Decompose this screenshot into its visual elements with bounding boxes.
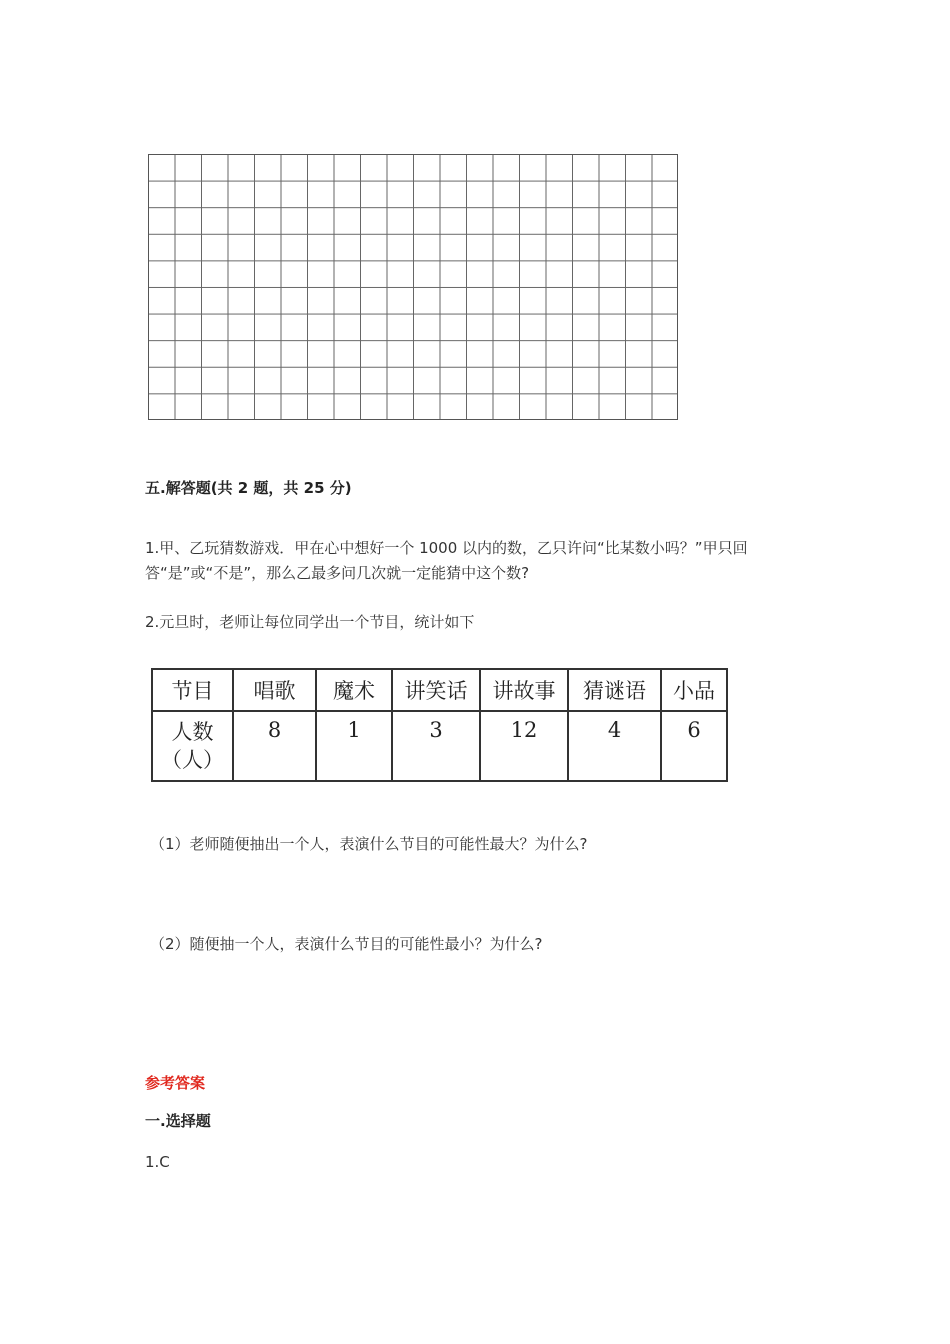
- answers-heading: 参考答案: [145, 1074, 206, 1092]
- table-row: [152, 711, 727, 781]
- section-heading-multiple-choice: 一.选择题: [145, 1112, 211, 1130]
- table-header-cell: 猜谜语: [568, 669, 661, 711]
- table-header-row: [152, 669, 727, 711]
- question-1: 1.甲、乙玩猜数游戏．甲在心中想好一个 1000 以内的数，乙只许问“比某数小吗？”甲只回答“是”或“不是”，那么乙最多问几次就一定能猜中这个数?: [145, 539, 748, 582]
- section-heading-answer-questions: 五.解答题(共 2 题，共 25 分): [145, 479, 352, 497]
- table-header-cell: 魔术: [316, 669, 392, 711]
- table-header-cell: 讲故事: [480, 669, 568, 711]
- row-label-line1: 人数: [171, 720, 214, 744]
- table-cell: 8: [233, 711, 316, 781]
- table-header-cell: 小品: [661, 669, 727, 711]
- table-cell: 12: [480, 711, 568, 781]
- square-grid: [148, 154, 678, 420]
- row-label-cell: [152, 711, 233, 781]
- table-header-cell: 讲笑话: [392, 669, 480, 711]
- table-cell: 4: [568, 711, 661, 781]
- answer-item: 1.C: [145, 1153, 170, 1171]
- table-header-cell: 唱歌: [233, 669, 316, 711]
- table-cell: 3: [392, 711, 480, 781]
- table-header-cell: 节目: [152, 669, 233, 711]
- sub-question-1: （1）老师随便抽出一个人，表演什么节目的可能性最大？为什么?: [150, 835, 588, 853]
- table-cell: 1: [316, 711, 392, 781]
- program-statistics-table: [151, 668, 728, 782]
- sub-question-2: （2）随便抽一个人，表演什么节目的可能性最小？为什么?: [150, 935, 543, 953]
- table-cell: 6: [661, 711, 727, 781]
- row-label-line2: （人）: [161, 748, 224, 772]
- question-2: 2.元旦时，老师让每位同学出一个节目，统计如下: [145, 613, 475, 631]
